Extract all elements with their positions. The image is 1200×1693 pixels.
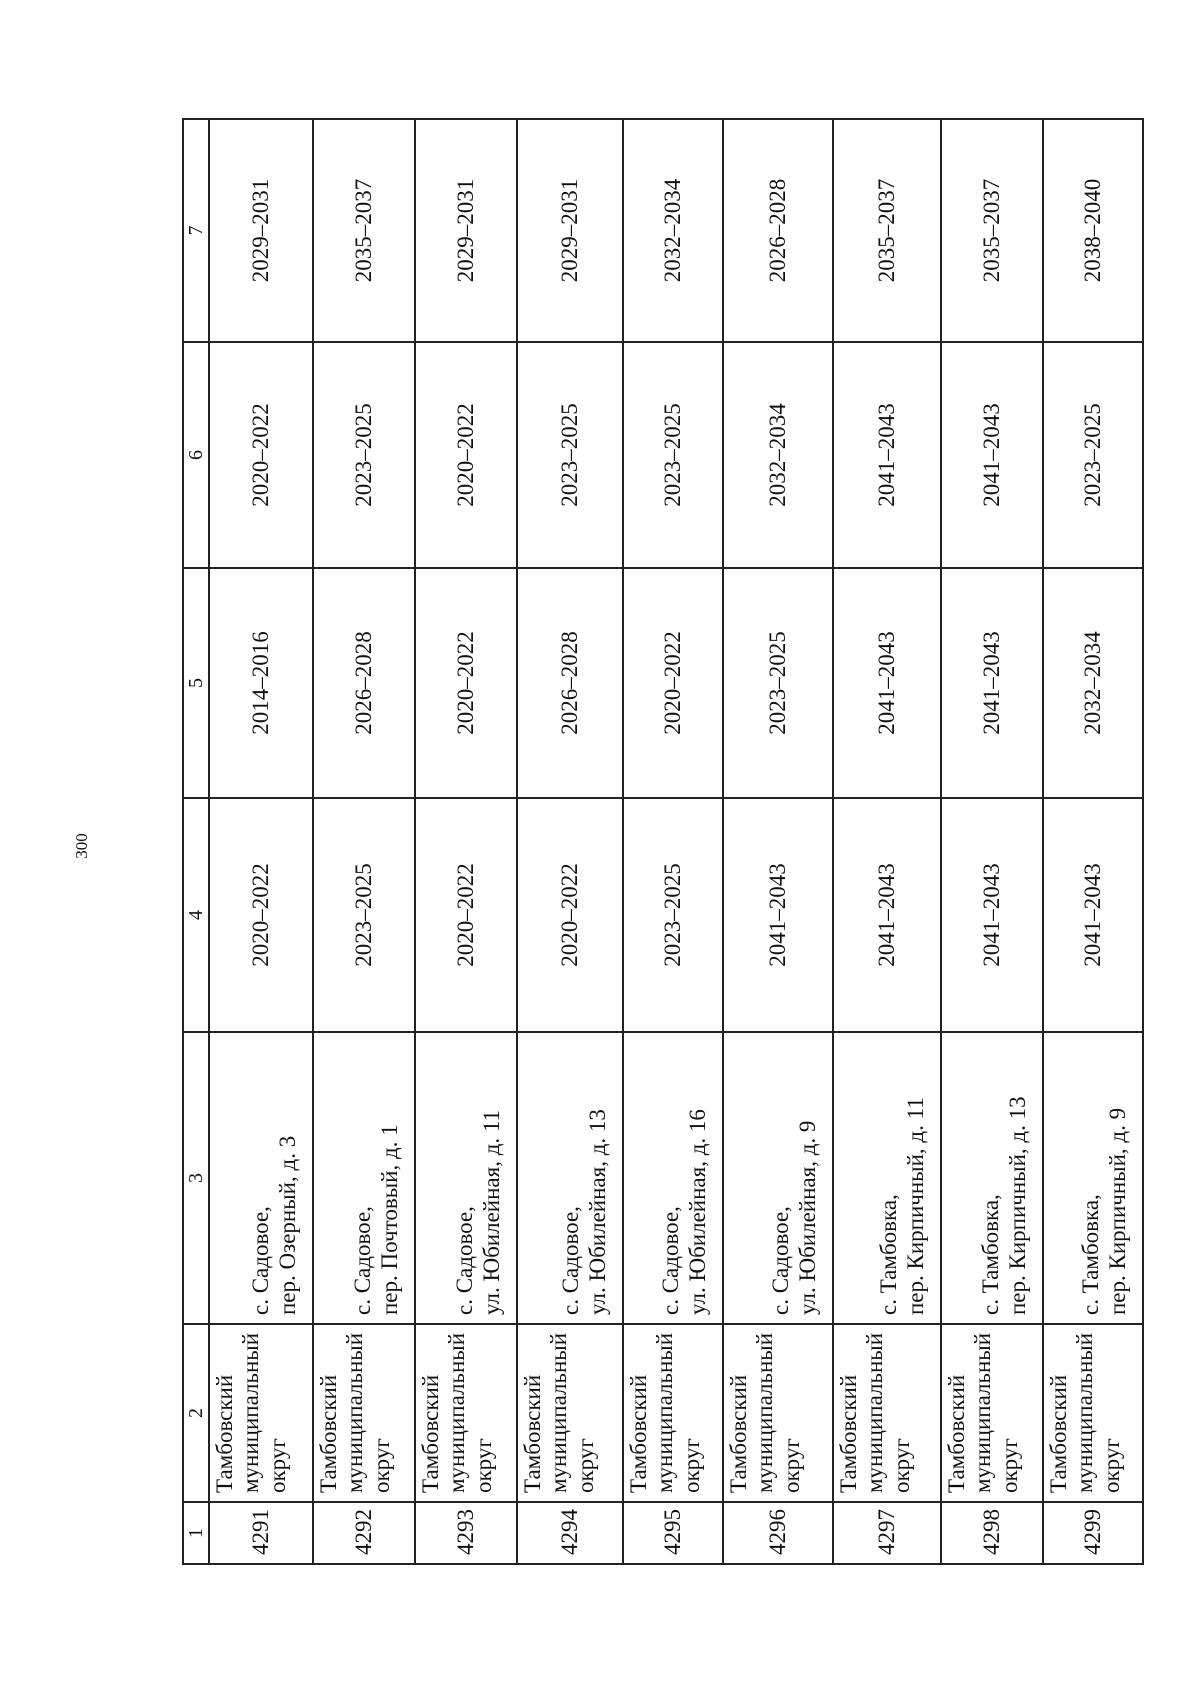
period-cell-col6: 2023–2025: [1043, 342, 1143, 568]
address-cell-line: с. Садовое,: [247, 1206, 273, 1315]
rotated-table-wrapper: [182, 120, 1130, 1565]
row-number: 4299: [1043, 1502, 1143, 1564]
row-number: 4296: [723, 1502, 833, 1564]
address-cell-line: пер. Озерный, д. 3: [275, 1135, 301, 1315]
district-cell-line: муниципальный: [342, 1332, 368, 1493]
period-cell-col7: 2026–2028: [723, 119, 833, 342]
row-number: 4291: [209, 1502, 313, 1564]
district-cell-line: Тамбовский: [626, 1374, 651, 1493]
period-cell-col7: 2029–2031: [209, 119, 313, 342]
header-row: [183, 119, 209, 1564]
period-cell-col5: 2032–2034: [1043, 568, 1143, 798]
district-cell-line: округ: [888, 1438, 914, 1493]
period-cell-col7: 2038–2040: [1043, 119, 1143, 342]
district-cell: [833, 1324, 941, 1502]
district-cell-line: Тамбовский: [726, 1374, 751, 1493]
table-row: [209, 119, 313, 1564]
period-cell-col4: 2041–2043: [941, 798, 1043, 1032]
period-cell-col5: 2041–2043: [833, 568, 941, 798]
district-cell-line: округ: [996, 1438, 1022, 1493]
period-cell-col4: 2041–2043: [723, 798, 833, 1032]
district-cell: [941, 1324, 1043, 1502]
address-cell-line: с. Тамбовка,: [875, 1194, 901, 1315]
address-cell-line: пер. Почтовый, д. 1: [377, 1124, 403, 1315]
district-cell-line: муниципальный: [546, 1332, 572, 1493]
district-cell-line: Тамбовский: [836, 1374, 861, 1493]
period-cell-col6: 2041–2043: [941, 342, 1043, 568]
period-cell-col7: 2032–2034: [623, 119, 723, 342]
period-cell-col6: 2020–2022: [209, 342, 313, 568]
table-body: [209, 119, 1143, 1564]
address-cell: [833, 1032, 941, 1324]
table-row: [1043, 119, 1143, 1564]
column-header: 4: [183, 798, 209, 1032]
address-cell-line: пер. Кирпичный, д. 13: [1005, 1096, 1031, 1315]
row-number: 4297: [833, 1502, 941, 1564]
period-cell-col5: 2023–2025: [723, 568, 833, 798]
table-row: [517, 119, 623, 1564]
district-cell-line: муниципальный: [752, 1332, 778, 1493]
address-cell-line: с. Садовое,: [557, 1206, 583, 1315]
period-cell-col7: 2035–2037: [313, 119, 415, 342]
period-cell-col4: 2020–2022: [415, 798, 517, 1032]
address-cell: [517, 1032, 623, 1324]
district-cell: [723, 1324, 833, 1502]
period-cell-col5: 2026–2028: [313, 568, 415, 798]
address-cell-line: пер. Кирпичный, д. 9: [1105, 1107, 1131, 1315]
address-cell: [1043, 1032, 1143, 1324]
period-cell-col6: 2032–2034: [723, 342, 833, 568]
address-cell-line: ул. Юбилейная, д. 13: [585, 1109, 611, 1315]
address-cell: [723, 1032, 833, 1324]
period-cell-col7: 2035–2037: [833, 119, 941, 342]
table-row: [623, 119, 723, 1564]
address-cell: [209, 1032, 313, 1324]
address-cell-line: ул. Юбилейная, д. 9: [795, 1120, 821, 1315]
address-cell-line: ул. Юбилейная, д. 11: [479, 1109, 505, 1315]
district-cell: [415, 1324, 517, 1502]
period-cell-col5: 2014–2016: [209, 568, 313, 798]
table-row: [723, 119, 833, 1564]
column-header: 2: [183, 1324, 209, 1502]
district-cell: [517, 1324, 623, 1502]
district-cell-line: Тамбовский: [316, 1374, 341, 1493]
row-number: 4295: [623, 1502, 723, 1564]
period-cell-col4: 2020–2022: [209, 798, 313, 1032]
row-number: 4292: [313, 1502, 415, 1564]
page-number: 300: [72, 833, 91, 859]
district-cell-line: муниципальный: [652, 1332, 678, 1493]
column-header: 6: [183, 342, 209, 568]
table-row: [415, 119, 517, 1564]
district-cell-line: муниципальный: [970, 1332, 996, 1493]
district-cell-line: округ: [368, 1438, 394, 1493]
row-number: 4293: [415, 1502, 517, 1564]
period-cell-col7: 2035–2037: [941, 119, 1043, 342]
address-cell: [415, 1032, 517, 1324]
period-cell-col7: 2029–2031: [517, 119, 623, 342]
period-cell-col6: 2023–2025: [313, 342, 415, 568]
column-header: 3: [183, 1032, 209, 1324]
period-cell-col4: 2041–2043: [833, 798, 941, 1032]
district-cell-line: муниципальный: [1072, 1332, 1098, 1493]
period-cell-col4: 2020–2022: [517, 798, 623, 1032]
district-cell: [313, 1324, 415, 1502]
district-cell-line: округ: [470, 1438, 496, 1493]
row-number: 4294: [517, 1502, 623, 1564]
district-cell-line: округ: [264, 1438, 290, 1493]
period-cell-col5: 2041–2043: [941, 568, 1043, 798]
period-cell-col6: 2023–2025: [623, 342, 723, 568]
address-cell-line: ул. Юбилейная, д. 16: [685, 1109, 711, 1315]
period-cell-col4: 2023–2025: [623, 798, 723, 1032]
address-cell-line: с. Садовое,: [657, 1206, 683, 1315]
period-cell-col6: 2023–2025: [517, 342, 623, 568]
table-row: [313, 119, 415, 1564]
district-cell-line: Тамбовский: [520, 1374, 545, 1493]
row-number: 4298: [941, 1502, 1043, 1564]
column-header: 5: [183, 568, 209, 798]
address-cell: [313, 1032, 415, 1324]
district-cell-line: Тамбовский: [1046, 1374, 1071, 1493]
district-cell-line: муниципальный: [238, 1332, 264, 1493]
district-cell-line: муниципальный: [862, 1332, 888, 1493]
address-cell: [941, 1032, 1043, 1324]
period-cell-col5: 2026–2028: [517, 568, 623, 798]
district-cell: [1043, 1324, 1143, 1502]
schedule-table: [182, 118, 1144, 1565]
district-cell: [209, 1324, 313, 1502]
address-cell-line: с. Тамбовка,: [977, 1194, 1003, 1315]
district-cell-line: Тамбовский: [212, 1374, 237, 1493]
address-cell-line: с. Тамбовка,: [1077, 1194, 1103, 1315]
period-cell-col5: 2020–2022: [415, 568, 517, 798]
period-cell-col5: 2020–2022: [623, 568, 723, 798]
district-cell-line: Тамбовский: [418, 1374, 443, 1493]
address-cell-line: с. Садовое,: [451, 1206, 477, 1315]
period-cell-col6: 2020–2022: [415, 342, 517, 568]
district-cell-line: округ: [678, 1438, 704, 1493]
address-cell-line: с. Садовое,: [349, 1206, 375, 1315]
district-cell-line: округ: [778, 1438, 804, 1493]
district-cell: [623, 1324, 723, 1502]
column-header: 7: [183, 119, 209, 342]
address-cell: [623, 1032, 723, 1324]
address-cell-line: с. Садовое,: [767, 1206, 793, 1315]
table-row: [941, 119, 1043, 1564]
district-cell-line: Тамбовский: [944, 1374, 969, 1493]
district-cell-line: округ: [572, 1438, 598, 1493]
table-row: [833, 119, 941, 1564]
column-header: 1: [183, 1502, 209, 1564]
period-cell-col4: 2041–2043: [1043, 798, 1143, 1032]
district-cell-line: муниципальный: [444, 1332, 470, 1493]
period-cell-col6: 2041–2043: [833, 342, 941, 568]
district-cell-line: округ: [1098, 1438, 1124, 1493]
period-cell-col4: 2023–2025: [313, 798, 415, 1032]
period-cell-col7: 2029–2031: [415, 119, 517, 342]
address-cell-line: пер. Кирпичный, д. 11: [903, 1097, 929, 1315]
